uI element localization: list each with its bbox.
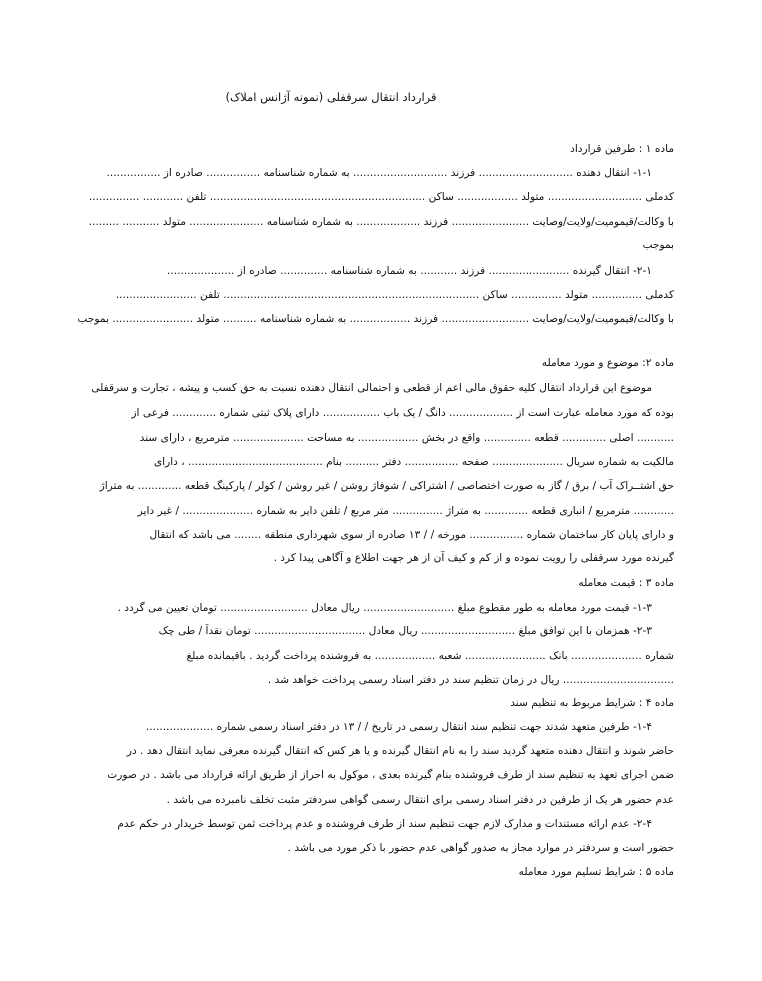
document-line: مالکیت به شماره سریال ..................... صفحه ................ دفتر .......... بنام ........................................ ، دارای <box>153 456 674 468</box>
document-line: عدم حضور هر یک از طرفین در دفتر اسناد رسمی برای انتقال رسمی گواهی سردفتر مثبت تخلف نامبرده می باشد . <box>166 794 674 806</box>
document-line: بموجب <box>642 239 674 251</box>
document-line: ضمن اجرای تعهد به تنظیم سند از طرف فروشنده بنام گیرنده بعدی ، موکول به احراز از طریق ارائه قرارداد می باشد . در صورت <box>107 769 674 781</box>
document-line: ماده ۴ : شرایط مربوط به تنظیم سند <box>510 697 674 709</box>
document-line: حاضر شوند و انتقال دهنده متعهد گردید سند را به نام انتقال گیرنده و یا هر کس که انتقال گیرنده معرفی نماید انتقال دهد . در <box>126 745 674 757</box>
document-line: بوده که مورد معامله عبارت است از ................... دانگ / یک باب ................. دارای پلاک ثبتی شماره ............. فرعی از <box>131 407 674 419</box>
document-line: ماده ۱ : طرفین قرارداد <box>570 143 674 155</box>
document-line: ۱-۱- انتقال دهنده ............................ فرزند ............................ به شماره شناسنامه ................ صادره از ................ <box>106 167 652 179</box>
document-line: ۲-۱- انتقال گیرنده ........................ فرزند ........... به شماره شناسنامه .............. صادره از .................... <box>167 265 652 277</box>
document-line: حضور است و سردفتر در موارد مجاز به صدور گواهی عدم حضور با ذکر مورد می باشد . <box>287 842 674 854</box>
document-line: گیرنده مورد سرقفلی را رویت نموده و از کم و کیف آن از هر جهت اطلاع و آگاهی پیدا کرد . <box>273 552 674 564</box>
document-line: و دارای پایان کار ساختمان شماره ................ مورخه / / ۱۳ صادره از سوی شهرداری منطقه ........ می باشد که انتقال <box>149 529 674 541</box>
document-line: ۲-۳- همزمان با این توافق مبلغ ............................ ریال معادل ................................. تومان نقداً / طی چک <box>158 625 652 637</box>
document-line: ماده ۵ : شرایط تسلیم مورد معامله <box>518 866 674 878</box>
document-line: شماره ..................... بانک ........................ شعبه .................. به فروشنده پرداخت گردید . باقیمانده مبلغ <box>186 650 674 662</box>
document-line: ............ مترمربع / انباری قطعه ............. به متراژ ............... متر مربع / تلفن دایر به شماره ..................... / غیر دایر <box>137 505 674 517</box>
document-line: ماده ۳ : قیمت معامله <box>578 577 674 589</box>
document-line: کدملی ............... متولد ............... ساکن ............................................................................ تلفن ........................ <box>115 289 674 301</box>
document-line: با وکالت/قیمومیت/ولایت/وصایت .......................... فرزند .................. به شماره شناسنامه .......... متولد ........................ بموجب <box>77 313 674 325</box>
document-line: با وکالت/قیمومیت/ولایت/وصایت ....................... فرزند ................... به شماره شناسنامه ...................... متولد ........... ......... <box>88 216 674 228</box>
document-line: ۲-۴- عدم ارائه مستندات و مدارک لازم جهت تنظیم سند از طرف فروشنده و عدم پرداخت ثمن توسط خریدار در حکم عدم <box>117 818 652 830</box>
document-line: موضوع این قرارداد انتقال کلیه حقوق مالی اعم از قطعی و احتمالی انتقال دهنده نسبت به حق کسب و پیشه ، تجارت و سرقفلی <box>91 382 652 394</box>
document-title: قرارداد انتقال سرقفلی (نمونه آژانس املاک) <box>225 90 437 104</box>
document-line: ........... اصلی ............. قطعه .............. واقع در بخش .................. به مساحت ..................... مترمربع ، دارای سند <box>139 432 674 444</box>
document-line: ................................. ریال در زمان تنظیم سند در دفتر اسناد رسمی پرداخت خواهد شد . <box>267 674 674 686</box>
document-line: ۱-۴- طرفین متعهد شدند جهت تنظیم سند انتقال رسمی در تاریخ / / ۱۳ در دفتر اسناد رسمی شماره .................... <box>145 721 652 733</box>
document-line: کدملی ............................ متولد .................. ساکن ................................................................ تلفن ............ ............... <box>88 191 674 203</box>
document-line: ۱-۳- قیمت مورد معامله به طور مقطوع مبلغ ........................... ریال معادل .......................... تومان تعیین می گردد . <box>117 602 652 614</box>
document-line: ماده ۲: موضوع و مورد معامله <box>541 357 674 369</box>
document-line: حق اشتــراک آب / برق / گاز به صورت اختصاصی / اشتراکی / شوفاژ روشن / غیر روشن / کولر / پارکینگ قطعه ............. به متراژ <box>99 480 674 492</box>
